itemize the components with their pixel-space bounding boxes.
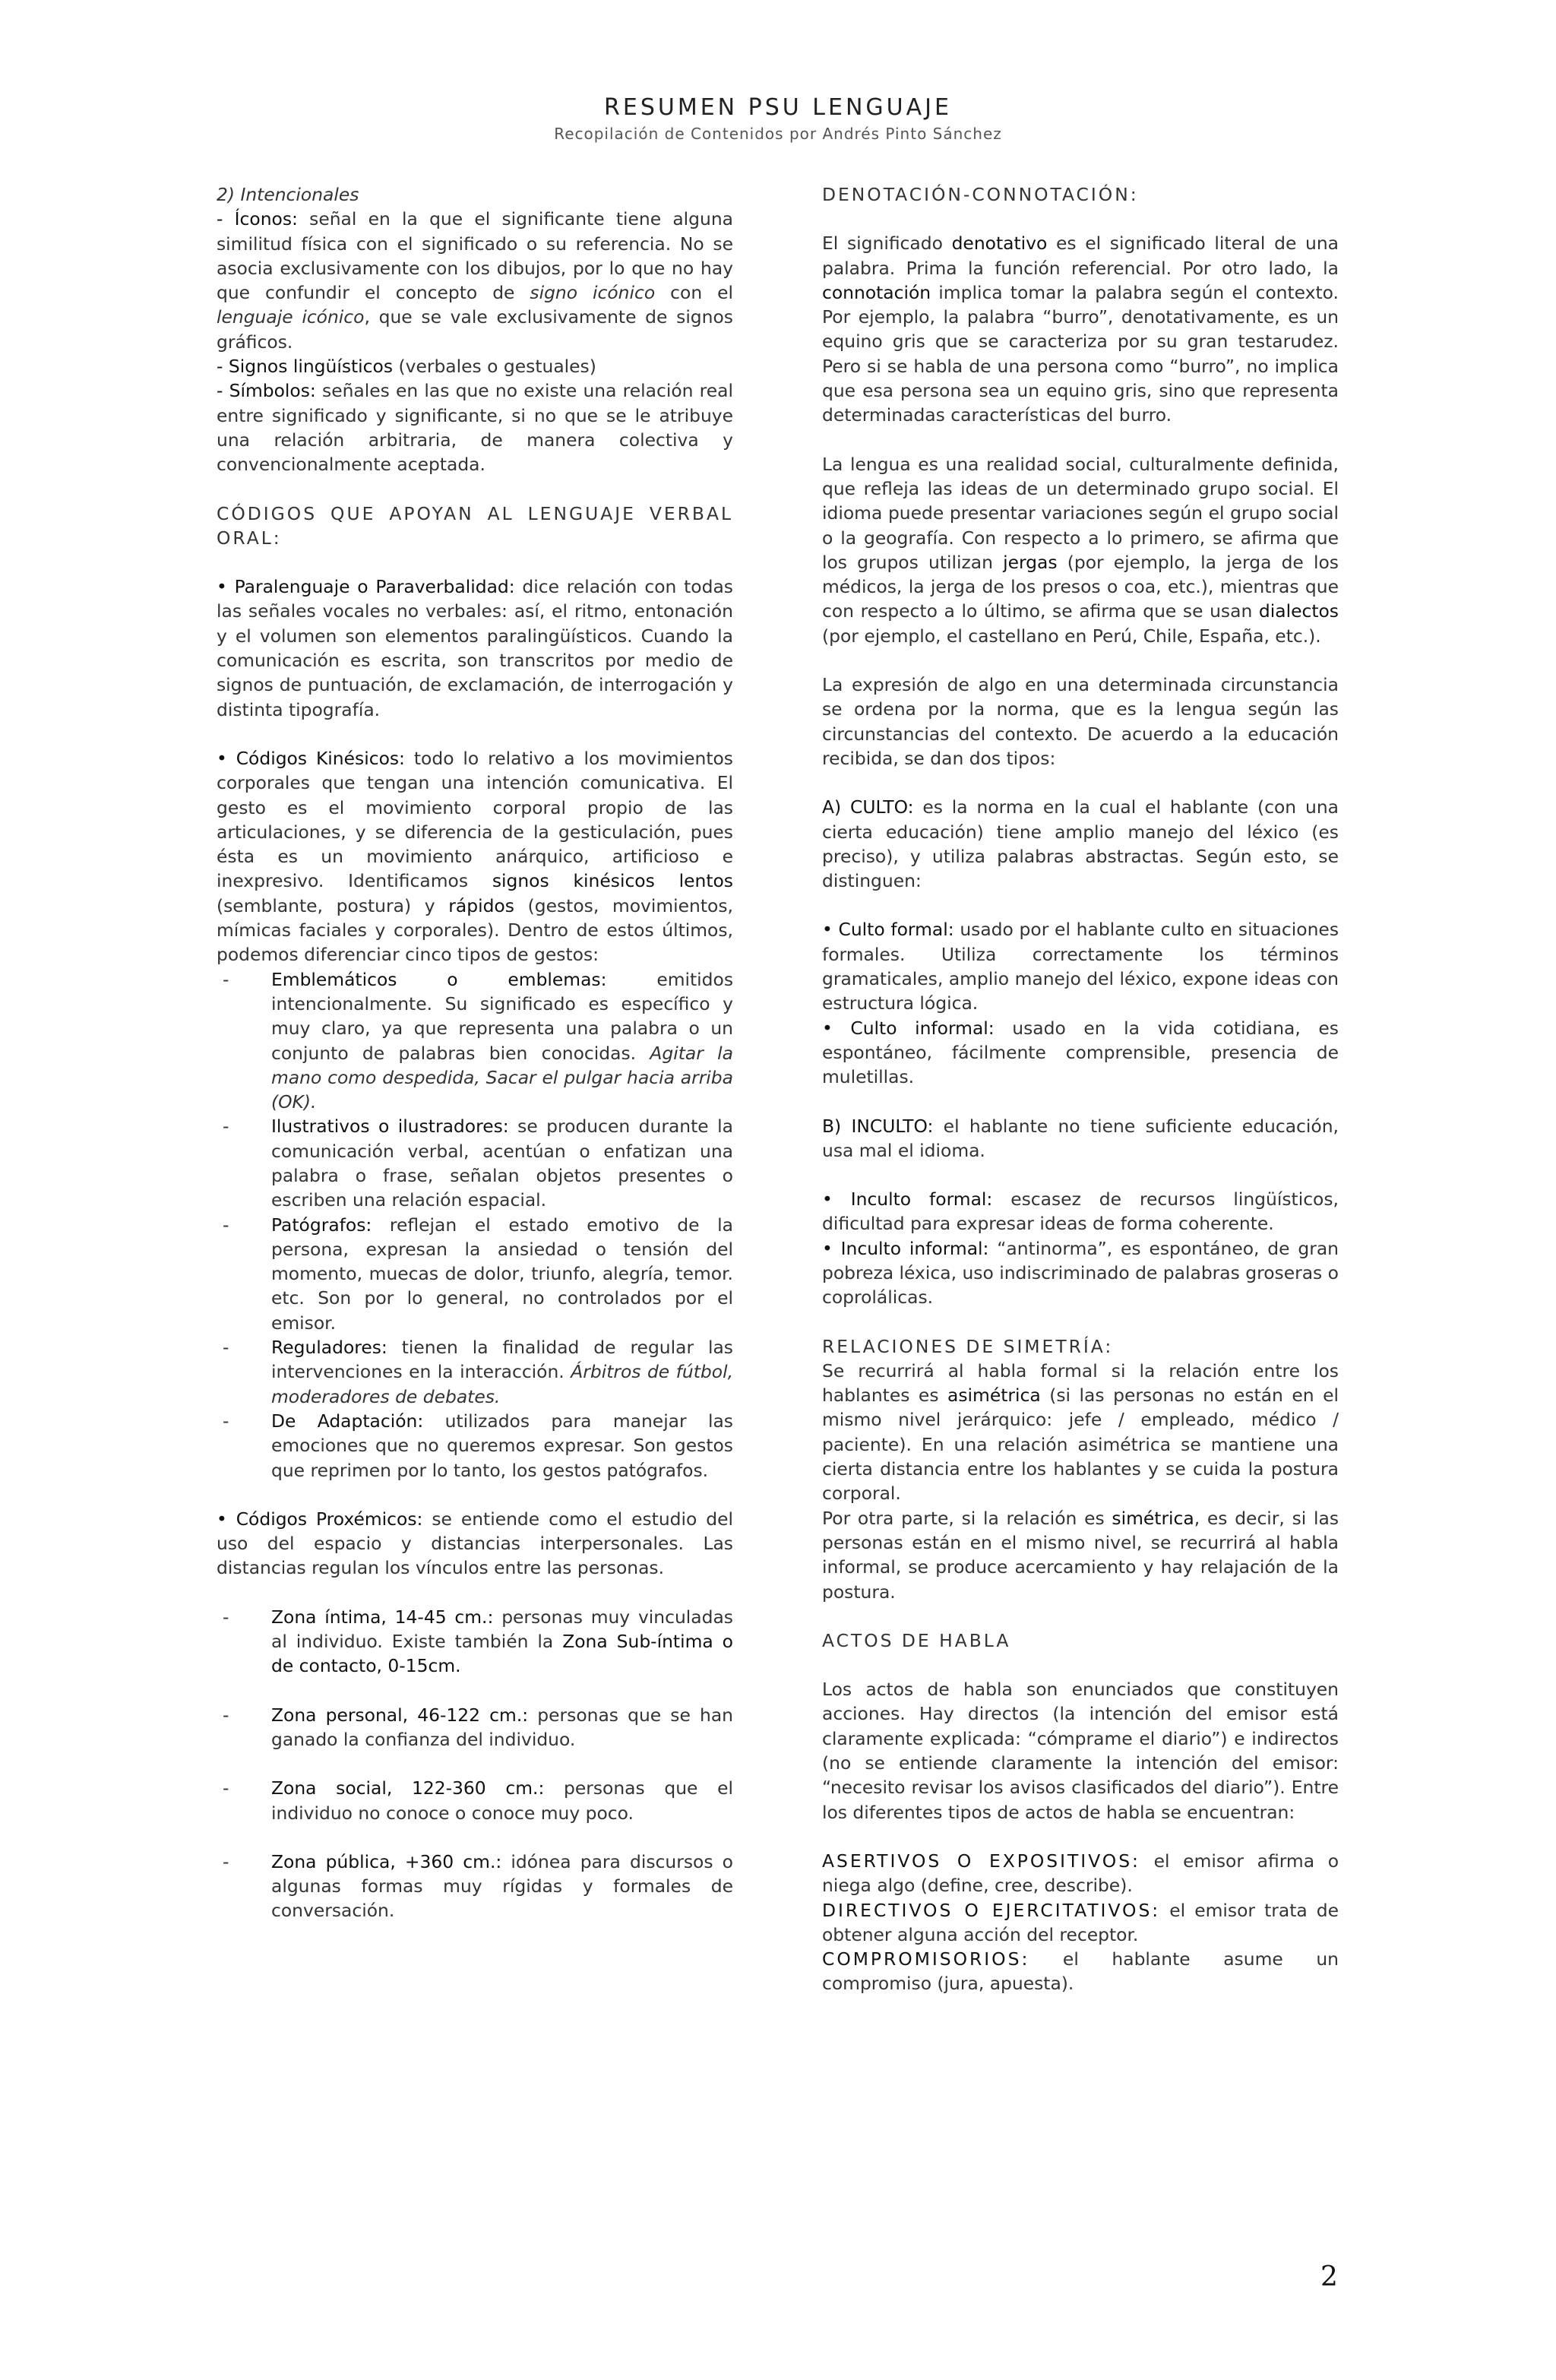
denotacion-paragraph: El significado denotativo es el significado literal de una palabra. Prima la función referencial. Por otro lado, la connotación implica tomar la palabra según el contexto. Por ejemplo, la palabra “burro”, denotativamente, es un equino gris que se caracteriza por su gran testarudez. Pero si se habla de una persona como “burro”, no implica que esa persona sea un equino gris, sino que representa determinadas características del burro. [822, 233, 1339, 426]
zona-item: - Zona social, 122-360 cm.: personas que el individuo no conoce o conoce muy poco. [223, 1777, 733, 1824]
iconos-paragraph: - Íconos: señal en la que el significante tiene alguna similitud física con el significado o su referencia. No se asocia exclusivamente con los dibujos, por lo que no hay que confundir el concepto de signo icónico con el lenguaje icónico, que se vale exclusivamente de signos gráficos. [217, 208, 733, 353]
intencionales-title: 2) Intencionales [217, 184, 359, 205]
gesto-item: - Reguladores: tienen la finalidad de regular las intervenciones en la interacción. Árbitros de fútbol, moderadores de debates. [223, 1337, 734, 1407]
simetria-heading: RELACIONES DE SIMETRÍA: [822, 1335, 1114, 1357]
zona-item: - Zona pública, +360 cm.: idónea para discursos o algunas formas muy rígidas y formales de conversación. [223, 1850, 733, 1922]
asertivos-paragraph: ASERTIVOS O EXPOSITIVOS: el emisor afirma o niega algo (define, cree, describe). [822, 1850, 1339, 1897]
compromisorios-paragraph: COMPROMISORIOS: el hablante asume un compromiso (jura, apuesta). [822, 1948, 1339, 1995]
culto-informal-paragraph: • Culto informal: usado en la vida cotidiana, es espontáneo, fácilmente comprensible, presencia de muletillas. [822, 1017, 1339, 1088]
left-column [217, 182, 733, 1923]
zona-item: - Zona íntima, 14-45 cm.: personas muy vinculadas al individuo. Existe también la Zona Sub-íntima o de contacto, 0-15cm. [223, 1606, 733, 1677]
document-subtitle: Recopilación de Contenidos por Andrés Pinto Sánchez [554, 125, 1002, 143]
gesto-item: - Emblemáticos o emblemas: emitidos intencionalmente. Su significado es específico y muy claro, ya que representa una palabra o un conjunto de palabras bien conocidas. Agitar la mano como despedida, Sacar el pulgar hacia arriba (OK). [223, 968, 734, 1113]
denotacion-heading: DENOTACIÓN-CONNOTACIÓN: [822, 184, 1139, 205]
proxemicos-paragraph: • Códigos Proxémicos: se entiende como el estudio del uso del espacio y distancias interpersonales. Las distancias regulan los vínculos entre las personas. [217, 1508, 733, 1579]
culto-formal-paragraph: • Culto formal: usado por el hablante culto en situaciones formales. Utiliza correctamente los términos gramaticales, amplio manejo del léxico, expone ideas con estructura lógica. [822, 919, 1339, 1014]
page-number: 2 [1320, 2261, 1338, 2293]
lengua-paragraph: La lengua es una realidad social, culturalmente definida, que refleja las ideas de un determinado grupo social. El idioma puede presentar variaciones según el grupo social o la geografía. Con respecto a lo primero, se afirma que los grupos utilizan jergas (por ejemplo, la jerga de los médicos, la jerga de los presos o coa, etc.), mientras que con respecto a lo último, se afirma que se usan dialectos (por ejemplo, el castellano en Perú, Chile, España, etc.). [822, 453, 1339, 647]
codigos-heading: CÓDIGOS QUE APOYAN AL LENGUAJE VERBAL ORAL: [217, 502, 733, 549]
gesto-item: - Patógrafos: reflejan el estado emotivo de la persona, expresan la ansiedad o tensión del momento, muecas de dolor, triunfo, alegría, temor. etc. Son por lo general, no controlados por el emisor. [223, 1214, 733, 1334]
document-title: RESUMEN PSU LENGUAJE [604, 94, 952, 121]
simetria-paragraph-2: Por otra parte, si la relación es simétrica, es decir, si las personas están en el mismo nivel, se recurrirá al habla informal, se produce acercamiento y hay relajación de la postura. [822, 1507, 1339, 1603]
gesto-item: - De Adaptación: utilizados para manejar las emociones que no queremos expresar. Son gestos que reprimen por lo tanto, los gestos patógrafos. [223, 1410, 733, 1481]
inculto-formal-paragraph: • Inculto formal: escasez de recursos lingüísticos, dificultad para expresar ideas de forma coherente. [822, 1188, 1339, 1235]
simetria-paragraph-1: Se recurrirá al habla formal si la relación entre los hablantes es asimétrica (si las personas no están en el mismo nivel jerárquico: jefe / empleado, médico / paciente). En una relación asimétrica se mantiene una cierta distancia entre los hablantes y se cuida la postura corporal. [822, 1359, 1339, 1505]
inculto-informal-paragraph: • Inculto informal: “antinorma”, es espontáneo, de gran pobreza léxica, uso indiscriminado de palabras groseras o coprolálicas. [822, 1237, 1339, 1309]
directivos-paragraph: DIRECTIVOS O EJERCITATIVOS: el emisor trata de obtener alguna acción del receptor. [822, 1899, 1339, 1945]
right-column [822, 182, 1339, 1996]
actos-heading: ACTOS DE HABLA [822, 1629, 1011, 1651]
zona-item: - Zona personal, 46-122 cm.: personas que se han ganado la confianza del individuo. [223, 1704, 734, 1750]
actos-paragraph: Los actos de habla son enunciados que constituyen acciones. Hay directos (la intención del emisor está claramente explicada: “cómprame el diario”) e indirectos (no se entiende claramente la intención del emisor: “necesito revisar los avisos clasificados del diario”). Entre los diferentes tipos de actos de habla se encuentran: [822, 1679, 1339, 1823]
kinesicos-paragraph: • Códigos Kinésicos: todo lo relativo a los movimientos corporales que tengan una intención comunicativa. El gesto es el movimiento corporal propio de las articulaciones, y se diferencia de la gesticulación, pues ésta es un movimiento anárquico, artificioso e inexpresivo. Identificamos signos kinésicos lentos (semblante, postura) y rápidos (gestos, movimientos, mímicas faciales y corporales). Dentro de estos últimos, podemos diferenciar cinco tipos de gestos: [217, 747, 733, 966]
paralenguaje-paragraph: • Paralenguaje o Paraverbalidad: dice relación con todas las señales vocales no verbales: así, el ritmo, entonación y el volumen son elementos paralingüísticos. Cuando la comunicación es escrita, son transcritos por medio de signos de puntuación, de exclamación, de interrogación y distinta tipografía. [217, 576, 733, 720]
gesto-item: - Ilustrativos o ilustradores: se producen durante la comunicación verbal, acentúan o enfatizan una palabra o frase, señalan objetos presentes o escriben una relación espacial. [223, 1116, 733, 1211]
norma-paragraph: La expresión de algo en una determinada circunstancia se ordena por la norma, que es la lengua según las circunstancias del contexto. De acuerdo a la educación recibida, se dan dos tipos: [822, 674, 1339, 769]
inculto-paragraph: B) INCULTO: el hablante no tiene suficiente educación, usa mal el idioma. [822, 1115, 1339, 1161]
simbolos-paragraph: - Símbolos: señales en las que no existe una relación real entre significado y significante, si no que se le atribuye una relación arbitraria, de manera colectiva y convencionalmente aceptada. [217, 380, 734, 476]
culto-paragraph: A) CULTO: es la norma en la cual el hablante (con una cierta educación) tiene amplio manejo del léxico (es preciso), y utiliza palabras abstractas. Según esto, se distinguen: [822, 796, 1339, 892]
signos-paragraph: - Signos lingüísticos (verbales o gestuales) [217, 356, 596, 378]
